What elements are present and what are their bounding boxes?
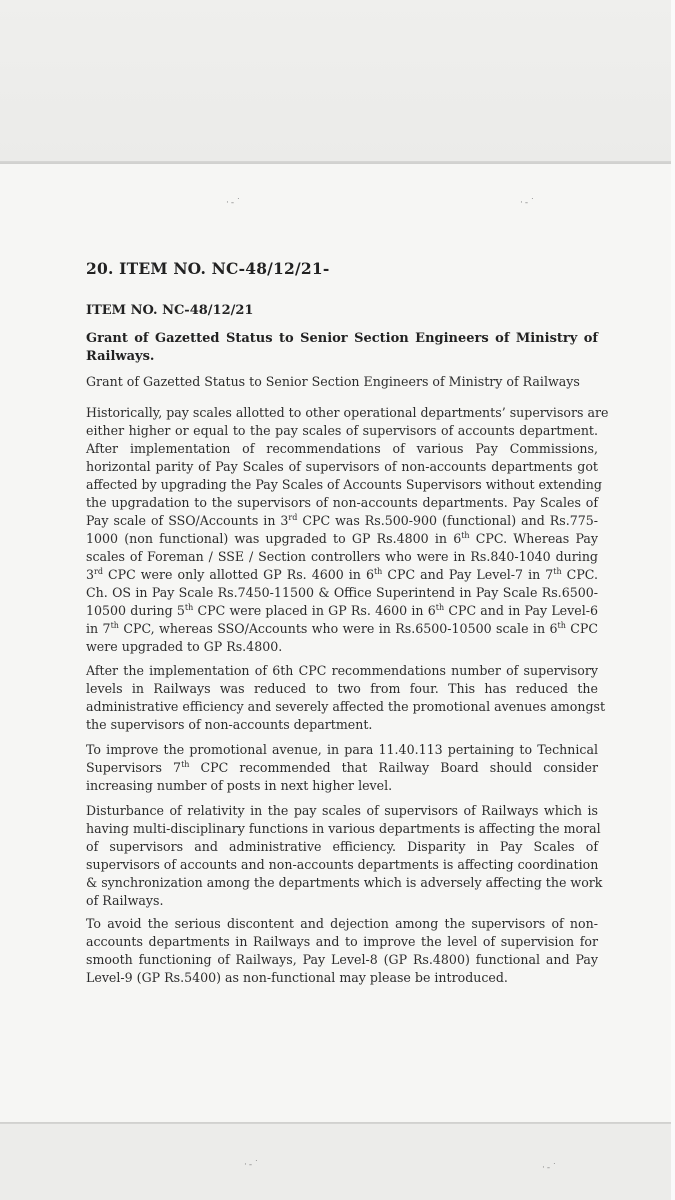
paragraph-line: After the implementation of 6th CPC recommendations number of supervisory [86, 663, 598, 678]
item-number: ITEM NO. NC-48/12/21 [86, 303, 254, 318]
paragraph-line: smooth functioning of Railways, Pay Level-8 (GP Rs.4800) functional and Pay [86, 952, 598, 967]
subject-title [86, 330, 598, 366]
paragraph-line: To improve the promotional avenue, in para 11.40.113 pertaining to Technical [86, 742, 598, 757]
text-run: Pay scale of SSO/Accounts in 3 [86, 513, 289, 528]
text-run: CPC were placed in GP Rs. 4600 in 6 [193, 603, 436, 618]
item-heading: 20. ITEM NO. NC-48/12/21- [86, 259, 330, 278]
scan-bottom-margin [0, 1124, 675, 1200]
text-run: 10500 during 5 [86, 603, 185, 618]
paragraph-line: of supervisors and administrative efficiency. Disparity in Pay Scales of [86, 839, 598, 854]
paragraph-1 [86, 404, 609, 656]
subject-plain-line: Grant of Gazetted Status to Senior Section Engineers of Ministry of Railways [86, 374, 580, 389]
ordinal-suffix: th [184, 603, 194, 612]
ordinal-suffix: th [110, 621, 119, 630]
paragraph-line: levels in Railways was reduced to two from four. This has reduced the [86, 681, 598, 696]
ordinal-suffix: th [435, 603, 445, 612]
paragraph-4 [86, 802, 603, 910]
paragraph-line: supervisors of accounts and non-accounts departments is affecting coordination [86, 857, 599, 872]
paragraph-line: Disturbance of relativity in the pay scales of supervisors of Railways which is [86, 803, 598, 818]
paragraph-line: To avoid the serious discontent and dejection among the supervisors of non- [86, 916, 598, 931]
paragraph-line: scales of Foreman / SSE / Section controllers who were in Rs.840-1040 during [86, 549, 598, 564]
text-run: CPC were only allotted GP Rs. 4600 in 6 [102, 567, 374, 582]
paragraph-line [86, 512, 598, 530]
ordinal-suffix: rd [94, 567, 103, 576]
text-run: CPC was Rs.500-900 (functional) and Rs.775- [297, 513, 598, 528]
ordinal-suffix: th [553, 567, 562, 576]
paragraph-3 [86, 741, 598, 795]
ordinal-suffix: th [373, 567, 383, 576]
paragraph-line: Level-9 (GP Rs.5400) as non-functional may please be introduced. [86, 970, 508, 985]
paragraph-5 [86, 915, 598, 987]
text-run: 1000 (non functional) was upgraded to GP Rs.4800 in 6 [86, 531, 462, 546]
paragraph-line [86, 759, 598, 777]
paragraph-line [86, 620, 598, 638]
ordinal-suffix: th [181, 760, 190, 769]
scan-speck: ·-˙ [520, 198, 537, 208]
paragraph-line: were upgraded to GP Rs.4800. [86, 639, 283, 654]
text-run: CPC [565, 621, 599, 636]
paragraph-line: Ch. OS in Pay Scale Rs.7450-11500 & Office Superintend in Pay Scale Rs.6500- [86, 585, 598, 600]
subject-title-line: Railways. [86, 349, 155, 364]
paragraph-line: & synchronization among the departments which is adversely affecting the work [86, 875, 603, 890]
paragraph-line: After implementation of recommendations of various Pay Commissions, [86, 441, 598, 456]
text-run: CPC, whereas SSO/Accounts who were in Rs.6500-10500 scale in 6 [118, 621, 558, 636]
text-run: in 7 [86, 621, 111, 636]
paragraph-line: accounts departments in Railways and to improve the level of supervision for [86, 934, 598, 949]
paragraph-line: Historically, pay scales allotted to other operational departments’ supervisors are [86, 405, 609, 420]
ordinal-suffix: th [461, 531, 470, 540]
subject-title-line: Grant of Gazetted Status to Senior Section Engineers of Ministry of [86, 331, 598, 346]
ordinal-suffix: th [557, 621, 566, 630]
paragraph-line [86, 602, 598, 620]
paragraph-line: affected by upgrading the Pay Scales of Accounts Supervisors without extending [86, 477, 602, 492]
text-run: CPC. Whereas Pay [469, 531, 598, 546]
text-run: CPC and Pay Level-7 in 7 [382, 567, 554, 582]
paragraph-line: having multi-disciplinary functions in various departments is affecting the moral [86, 821, 601, 836]
paragraph-line: either higher or equal to the pay scales of supervisors of accounts department. [86, 423, 598, 438]
scan-top-margin [0, 0, 675, 162]
paragraph-line: horizontal parity of Pay Scales of supervisors of non-accounts departments got [86, 459, 598, 474]
paragraph-line: increasing number of posts in next higher level. [86, 778, 393, 793]
ordinal-suffix: rd [288, 513, 298, 522]
text-run: CPC. [561, 567, 598, 582]
paragraph-line: the supervisors of non-accounts department. [86, 717, 373, 732]
scan-right-edge [671, 0, 675, 1200]
subject-plain [86, 373, 598, 391]
text-run: Supervisors 7 [86, 760, 182, 775]
text-run: CPC and in Pay Level-6 [444, 603, 598, 618]
scan-speck: ·-˙ [226, 198, 243, 208]
text-run: 3 [86, 567, 95, 582]
paragraph-line: of Railways. [86, 893, 164, 908]
paragraph-line: the upgradation to the supervisors of non-accounts departments. Pay Scales of [86, 495, 598, 510]
scan-speck: ·-˙ [542, 1163, 559, 1173]
scan-speck: ·-˙ [244, 1160, 261, 1170]
paragraph-line [86, 530, 598, 548]
paragraph-line [86, 566, 598, 584]
paragraph-2 [86, 662, 606, 734]
paragraph-line: administrative efficiency and severely affected the promotional avenues amongst [86, 699, 606, 714]
text-run: CPC recommended that Railway Board should consider [189, 760, 599, 775]
